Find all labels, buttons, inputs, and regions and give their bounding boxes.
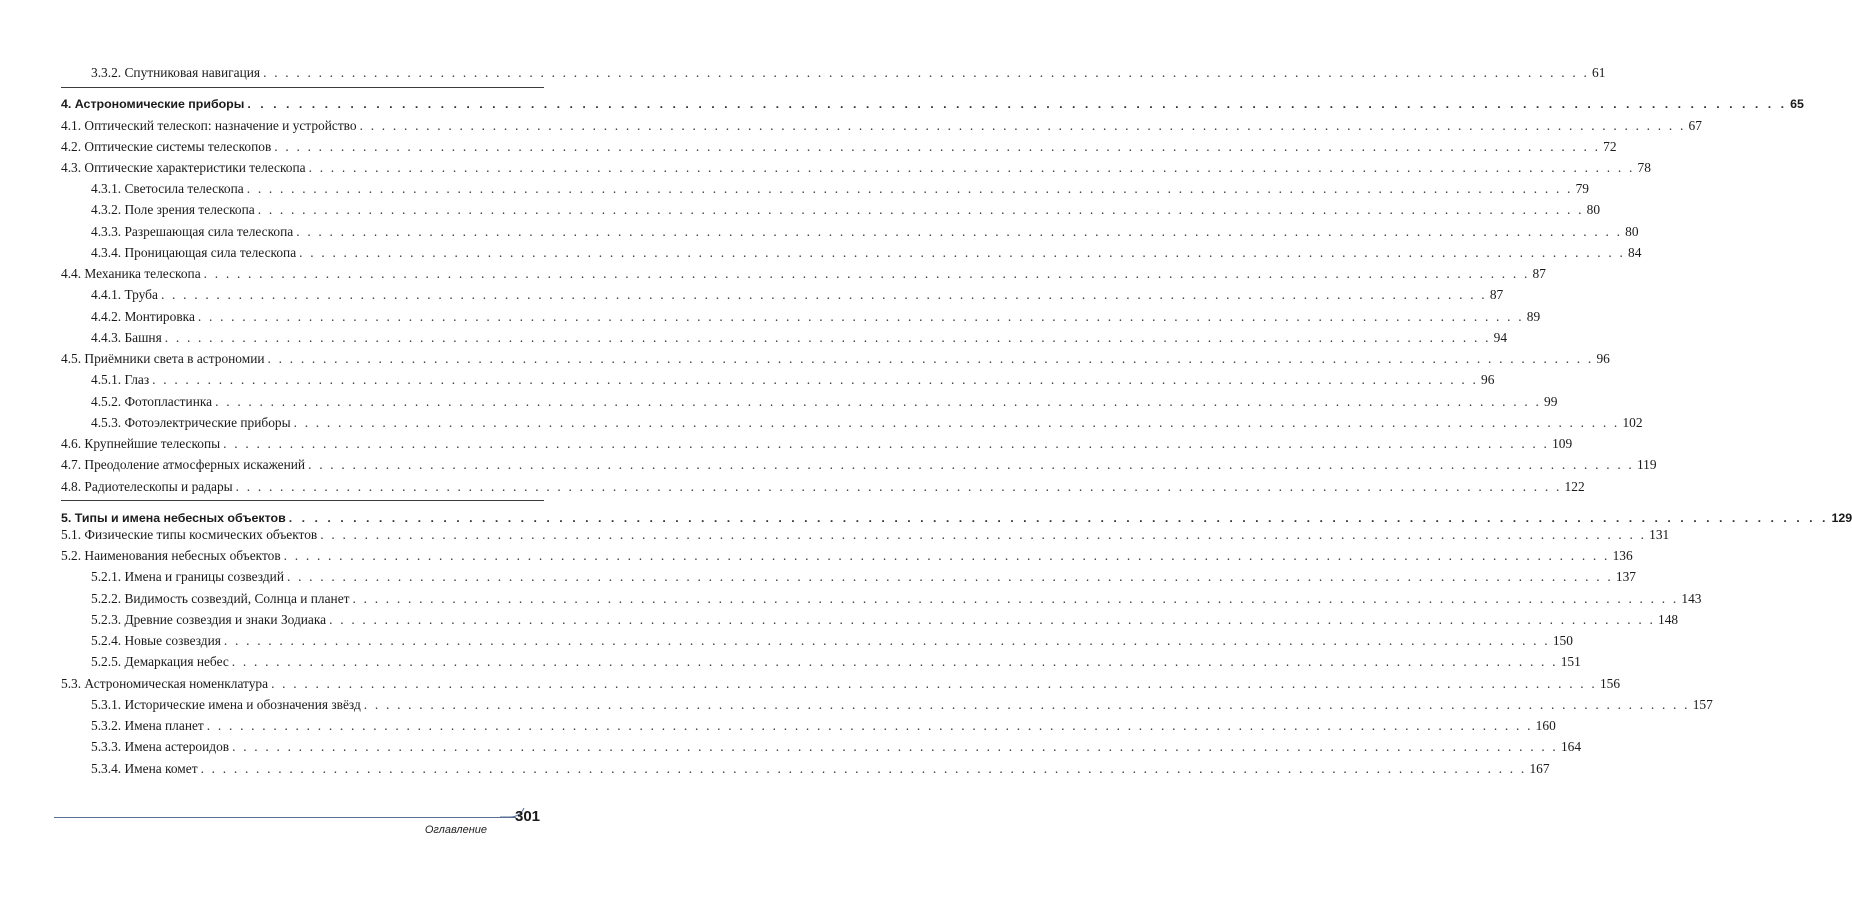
toc-entry-label: 5.2.4. Новые созвездия: [91, 633, 221, 648]
toc-subsection-entry: [61, 632, 1573, 650]
toc-entry-label: 4.4.1. Труба: [91, 287, 158, 302]
toc-entry-label: 5.3.3. Имена астероидов: [91, 739, 230, 754]
toc-section-entry: [61, 117, 1702, 135]
toc-subsection-entry: [61, 653, 1581, 671]
toc-entry-page: 150: [1552, 633, 1573, 648]
toc-leader-dots: . . . . . . . . . . . . . . . . . . . . . . . . . . . . . . . . . . . . . . . . . . . . . . . . . . . . . . . . . . . . . . . . . . . . . . . . . . . . . . . . . . . . . . . . . . . . . . . . . . . . . . . . . . . . . . . . . . . . . . . .: [223, 633, 1550, 648]
toc-entry-label: 5.3. Астрономическая номенклатура: [61, 676, 269, 691]
toc-entry-label: 4.7. Преодоление атмосферных искажений: [61, 457, 306, 472]
toc-subsection-entry: [61, 717, 1556, 735]
toc-entry-label: 4. Астрономические приборы: [61, 97, 245, 111]
toc-leader-dots: . . . . . . . . . . . . . . . . . . . . . . . . . . . . . . . . . . . . . . . . . . . . . . . . . . . . . . . . . . . . . . . . . . . . . . . . . . . . . . . . . . . . . . . . . . . . . . . . . . . . . . . . . . . . . . . . . . . . . . . .: [215, 394, 1542, 409]
chapter-separator-rule: [61, 87, 544, 88]
toc-section-entry: [61, 526, 1670, 544]
toc-section-entry: [61, 138, 1617, 156]
page-number: 301: [515, 808, 541, 825]
toc-entry-page: 87: [1532, 266, 1546, 281]
toc-entry-label: 5.2.5. Демаркация небес: [91, 654, 229, 669]
toc-entry-label: 5.2.3. Древние созвездия и знаки Зодиака: [91, 612, 327, 627]
toc-entry-label: 4.2. Оптические системы телескопов: [61, 139, 272, 154]
toc-entry-label: 5.1. Физические типы космических объектов: [61, 527, 318, 542]
toc-entry-page: 94: [1493, 330, 1508, 345]
toc-leader-dots: . . . . . . . . . . . . . . . . . . . . . . . . . . . . . . . . . . . . . . . . . . . . . . . . . . . . . . . . . . . . . . . . . . . . . . . . . . . . . . . . . . . . . . . . . . . . . . . . . . . . . . . . . . . . . . . . . . . . . . . .: [246, 181, 1573, 196]
toc-subsection-entry: [61, 393, 1558, 411]
toc-subsection-entry: [61, 696, 1713, 714]
toc-section-entry: [61, 456, 1657, 474]
toc-leader-dots: . . . . . . . . . . . . . . . . . . . . . . . . . . . . . . . . . . . . . . . . . . . . . . . . . . . . . . . . . . . . . . . . . . . . . . . . . . . . . . . . . . . . . . . . . . . . . . . . . . . . . . . . . . . . . . . . . . . . . . . .: [288, 511, 1829, 525]
toc-entry-label: 4.5.1. Глаз: [91, 372, 150, 387]
toc-section-entry: [61, 547, 1633, 565]
toc-entry-page: 109: [1552, 436, 1573, 451]
toc-section-entry: [61, 675, 1621, 693]
toc-entry-page: 148: [1658, 612, 1679, 627]
toc-subsection-entry: [61, 371, 1495, 389]
toc-subsection-entry: [61, 329, 1508, 347]
toc-subsection-entry: [61, 414, 1643, 432]
toc-entry-page: 157: [1692, 697, 1713, 712]
toc-subsection-entry: [61, 223, 1639, 241]
toc-leader-dots: . . . . . . . . . . . . . . . . . . . . . . . . . . . . . . . . . . . . . . . . . . . . . . . . . . . . . . . . . . . . . . . . . . . . . . . . . . . . . . . . . . . . . . . . . . . . . . . . . . . . . . . . . . . . . . . . . . . . . . . .: [263, 65, 1589, 80]
toc-entry-page: 79: [1575, 181, 1589, 196]
toc-entry-page: 84: [1628, 245, 1642, 260]
toc-entry-page: 61: [1592, 65, 1606, 80]
toc-leader-dots: . . . . . . . . . . . . . . . . . . . . . . . . . . . . . . . . . . . . . . . . . . . . . . . . . . . . . . . . . . . . . . . . . . . . . . . . . . . . . . . . . . . . . . . . . . . . . . . . . . . . . . . . . . . . . . . . . . . . . . . .: [231, 654, 1558, 669]
toc-entry-label: 5.2. Наименования небесных объектов: [61, 548, 281, 563]
toc-leader-dots: . . . . . . . . . . . . . . . . . . . . . . . . . . . . . . . . . . . . . . . . . . . . . . . . . . . . . . . . . . . . . . . . . . . . . . . . . . . . . . . . . . . . . . . . . . . . . . . . . . . . . . . . . . . . . . . . . . . . . . . .: [352, 591, 1679, 606]
toc-leader-dots: . . . . . . . . . . . . . . . . . . . . . . . . . . . . . . . . . . . . . . . . . . . . . . . . . . . . . . . . . . . . . . . . . . . . . . . . . . . . . . . . . . . . . . . . . . . . . . . . . . . . . . . . . . . . . . . . . . . . . . . .: [235, 479, 1562, 494]
toc-entry-page: 87: [1489, 287, 1504, 302]
toc-leader-dots: . . . . . . . . . . . . . . . . . . . . . . . . . . . . . . . . . . . . . . . . . . . . . . . . . . . . . . . . . . . . . . . . . . . . . . . . . . . . . . . . . . . . . . . . . . . . . . . . . . . . . . . . . . . . . . . . . . . . . . . .: [223, 436, 1550, 451]
toc-entry-page: 164: [1560, 739, 1582, 754]
toc-subsection-entry: [61, 286, 1504, 304]
toc-entry-label: 4.4.3. Башня: [91, 330, 162, 345]
toc-entry-label: 5. Типы и имена небесных объектов: [61, 511, 286, 525]
toc-entry-page: 99: [1544, 394, 1558, 409]
toc-leader-dots: . . . . . . . . . . . . . . . . . . . . . . . . . . . . . . . . . . . . . . . . . . . . . . . . . . . . . . . . . . . . . . . . . . . . . . . . . . . . . . . . . . . . . . . . . . . . . . . . . . . . . . . . . . . . . . . . . . . . . . . .: [197, 309, 1524, 324]
toc-chapter-entry: [61, 95, 1804, 113]
toc-entry-label: 4.4. Механика телескопа: [61, 266, 201, 281]
toc-leader-dots: . . . . . . . . . . . . . . . . . . . . . . . . . . . . . . . . . . . . . . . . . . . . . . . . . . . . . . . . . . . . . . . . . . . . . . . . . . . . . . . . . . . . . . . . . . . . . . . . . . . . . . . . . . . . . . . . . . . . . . . .: [299, 245, 1626, 260]
toc-leader-dots: . . . . . . . . . . . . . . . . . . . . . . . . . . . . . . . . . . . . . . . . . . . . . . . . . . . . . . . . . . . . . . . . . . . . . . . . . . . . . . . . . . . . . . . . . . . . . . . . . . . . . . . . . . . . . . . . . . . . . . . .: [160, 287, 1487, 302]
toc-section-entry: [61, 159, 1651, 177]
toc-entry-page: 156: [1599, 676, 1621, 691]
toc-leader-dots: . . . . . . . . . . . . . . . . . . . . . . . . . . . . . . . . . . . . . . . . . . . . . . . . . . . . . . . . . . . . . . . . . . . . . . . . . . . . . . . . . . . . . . . . . . . . . . . . . . . . . . . . . . . . . . . . . . . . . . . .: [206, 718, 1533, 733]
toc-leader-dots: . . . . . . . . . . . . . . . . . . . . . . . . . . . . . . . . . . . . . . . . . . . . . . . . . . . . . . . . . . . . . . . . . . . . . . . . . . . . . . . . . . . . . . . . . . . . . . . . . . . . . . . . . . . . . . . . . . . . . . . .: [257, 202, 1584, 217]
toc-leader-dots: . . . . . . . . . . . . . . . . . . . . . . . . . . . . . . . . . . . . . . . . . . . . . . . . . . . . . . . . . . . . . . . . . . . . . . . . . . . . . . . . . . . . . . . . . . . . . . . . . . . . . . . . . . . . . . . . . . . . . . . .: [274, 139, 1601, 154]
toc-subsection-entry: [61, 590, 1702, 608]
toc-leader-dots: . . . . . . . . . . . . . . . . . . . . . . . . . . . . . . . . . . . . . . . . . . . . . . . . . . . . . . . . . . . . . . . . . . . . . . . . . . . . . . . . . . . . . . . . . . . . . . . . . . . . . . . . . . . . . . . . . . . . . . . .: [164, 330, 1491, 345]
toc-leader-dots: . . . . . . . . . . . . . . . . . . . . . . . . . . . . . . . . . . . . . . . . . . . . . . . . . . . . . . . . . . . . . . . . . . . . . . . . . . . . . . . . . . . . . . . . . . . . . . . . . . . . . . . . . . . . . . . . . . . . . . . .: [152, 372, 1479, 387]
toc-leader-dots: . . . . . . . . . . . . . . . . . . . . . . . . . . . . . . . . . . . . . . . . . . . . . . . . . . . . . . . . . . . . . . . . . . . . . . . . . . . . . . . . . . . . . . . . . . . . . . . . . . . . . . . . . . . . . . . . . . . . . . . .: [308, 160, 1635, 175]
toc-subsection-entry: [61, 201, 1601, 219]
toc-section-entry: [61, 478, 1585, 496]
toc-entry-label: 4.6. Крупнейшие телескопы: [61, 436, 221, 451]
toc-entry-page: 65: [1790, 97, 1804, 111]
toc-entry-label: 4.3. Оптические характеристики телескопа: [61, 160, 306, 175]
toc-leader-dots: . . . . . . . . . . . . . . . . . . . . . . . . . . . . . . . . . . . . . . . . . . . . . . . . . . . . . . . . . . . . . . . . . . . . . . . . . . . . . . . . . . . . . . . . . . . . . . . . . . . . . . . . . . . . . . . . . . . . . . . .: [320, 527, 1647, 542]
toc-entry-page: 119: [1636, 457, 1657, 472]
toc-entry-page: 131: [1649, 527, 1670, 542]
toc-entry-page: 89: [1526, 309, 1541, 324]
footer-rule: [54, 817, 516, 818]
toc-entry-label: 4.5. Приёмники света в астрономии: [61, 351, 265, 366]
toc-entry-page: 122: [1564, 479, 1585, 494]
toc-entry-label: 4.3.3. Разрешающая сила телескопа: [91, 224, 294, 239]
toc-leader-dots: . . . . . . . . . . . . . . . . . . . . . . . . . . . . . . . . . . . . . . . . . . . . . . . . . . . . . . . . . . . . . . . . . . . . . . . . . . . . . . . . . . . . . . . . . . . . . . . . . . . . . . . . . . . . . . . . . . . . . . . .: [286, 569, 1613, 584]
toc-entry-page: 143: [1681, 591, 1702, 606]
toc-leader-dots: . . . . . . . . . . . . . . . . . . . . . . . . . . . . . . . . . . . . . . . . . . . . . . . . . . . . . . . . . . . . . . . . . . . . . . . . . . . . . . . . . . . . . . . . . . . . . . . . . . . . . . . . . . . . . . . . . . . . . . . .: [283, 548, 1610, 563]
toc-leader-dots: . . . . . . . . . . . . . . . . . . . . . . . . . . . . . . . . . . . . . . . . . . . . . . . . . . . . . . . . . . . . . . . . . . . . . . . . . . . . . . . . . . . . . . . . . . . . . . . . . . . . . . . . . . . . . . . . . . . . . . . .: [200, 761, 1527, 776]
toc-entry-label: 4.3.1. Светосила телескопа: [91, 181, 244, 196]
toc-entry-label: 4.8. Радиотелескопы и радары: [61, 479, 233, 494]
toc-subsection-entry: [61, 568, 1636, 586]
toc-subsection-entry: [61, 64, 1606, 82]
toc-entry-label: 5.2.1. Имена и границы созвездий: [91, 569, 284, 584]
toc-leader-dots: . . . . . . . . . . . . . . . . . . . . . . . . . . . . . . . . . . . . . . . . . . . . . . . . . . . . . . . . . . . . . . . . . . . . . . . . . . . . . . . . . . . . . . . . . . . . . . . . . . . . . . . . . . . . . . . . . . . . . . . .: [267, 351, 1594, 366]
toc-entry-label: 4.5.3. Фотоэлектрические приборы: [91, 415, 291, 430]
toc-entry-label: 5.2.2. Видимость созвездий, Солнца и планет: [91, 591, 350, 606]
toc-subsection-entry: [61, 738, 1582, 756]
toc-entry-label: 3.3.2. Спутниковая навигация: [91, 65, 261, 80]
toc-entry-page: 80: [1586, 202, 1601, 217]
toc-entry-label: 4.1. Оптический телескоп: назначение и устройство: [61, 118, 357, 133]
toc-entry-page: 129: [1831, 511, 1852, 525]
toc-chapter-entry: [61, 509, 1852, 527]
toc-entry-page: 151: [1560, 654, 1581, 669]
toc-entry-label: 4.5.2. Фотопластинка: [91, 394, 213, 409]
toc-section-entry: [61, 265, 1546, 283]
toc-entry-page: 67: [1688, 118, 1702, 133]
toc-section-entry: [61, 435, 1573, 453]
toc-leader-dots: . . . . . . . . . . . . . . . . . . . . . . . . . . . . . . . . . . . . . . . . . . . . . . . . . . . . . . . . . . . . . . . . . . . . . . . . . . . . . . . . . . . . . . . . . . . . . . . . . . . . . . . . . . . . . . . . . . . . . . . .: [293, 415, 1620, 430]
toc-leader-dots: . . . . . . . . . . . . . . . . . . . . . . . . . . . . . . . . . . . . . . . . . . . . . . . . . . . . . . . . . . . . . . . . . . . . . . . . . . . . . . . . . . . . . . . . . . . . . . . . . . . . . . . . . . . . . . . . . . . . . . . .: [296, 224, 1623, 239]
toc-entry-page: 72: [1603, 139, 1617, 154]
toc-subsection-entry: [61, 244, 1642, 262]
chapter-separator-rule: [61, 500, 544, 501]
toc-leader-dots: . . . . . . . . . . . . . . . . . . . . . . . . . . . . . . . . . . . . . . . . . . . . . . . . . . . . . . . . . . . . . . . . . . . . . . . . . . . . . . . . . . . . . . . . . . . . . . . . . . . . . . . . . . . . . . . . . . . . . . . .: [203, 266, 1530, 281]
toc-entry-label: 5.3.2. Имена планет: [91, 718, 204, 733]
toc-leader-dots: . . . . . . . . . . . . . . . . . . . . . . . . . . . . . . . . . . . . . . . . . . . . . . . . . . . . . . . . . . . . . . . . . . . . . . . . . . . . . . . . . . . . . . . . . . . . . . . . . . . . . . . . . . . . . . . . . . . . . . . .: [308, 457, 1634, 472]
toc-entry-label: 4.3.2. Поле зрения телескопа: [91, 202, 255, 217]
toc-subsection-entry: [61, 180, 1589, 198]
toc-entry-page: 96: [1481, 372, 1495, 387]
toc-subsection-entry: [61, 760, 1550, 778]
toc-leader-dots: . . . . . . . . . . . . . . . . . . . . . . . . . . . . . . . . . . . . . . . . . . . . . . . . . . . . . . . . . . . . . . . . . . . . . . . . . . . . . . . . . . . . . . . . . . . . . . . . . . . . . . . . . . . . . . . . . . . . . . . .: [232, 739, 1558, 754]
toc-entry-page: 80: [1625, 224, 1639, 239]
toc-leader-dots: . . . . . . . . . . . . . . . . . . . . . . . . . . . . . . . . . . . . . . . . . . . . . . . . . . . . . . . . . . . . . . . . . . . . . . . . . . . . . . . . . . . . . . . . . . . . . . . . . . . . . . . . . . . . . . . . . . . . . . . .: [359, 118, 1686, 133]
toc-entry-page: 96: [1596, 351, 1610, 366]
toc-entry-label: 5.3.1. Исторические имена и обозначения звёзд: [91, 697, 361, 712]
footer-section-title: Оглавление: [424, 824, 487, 836]
toc-leader-dots: . . . . . . . . . . . . . . . . . . . . . . . . . . . . . . . . . . . . . . . . . . . . . . . . . . . . . . . . . . . . . . . . . . . . . . . . . . . . . . . . . . . . . . . . . . . . . . . . . . . . . . . . . . . . . . . . . . . . . . . .: [329, 612, 1656, 627]
toc-subsection-entry: [61, 308, 1541, 326]
toc-entry-page: 136: [1612, 548, 1633, 563]
toc-entry-label: 5.3.4. Имена комет: [91, 761, 198, 776]
toc-leader-dots: . . . . . . . . . . . . . . . . . . . . . . . . . . . . . . . . . . . . . . . . . . . . . . . . . . . . . . . . . . . . . . . . . . . . . . . . . . . . . . . . . . . . . . . . . . . . . . . . . . . . . . . . . . . . . . . . . . . . . . . .: [363, 697, 1690, 712]
toc-entry-label: 4.4.2. Монтировка: [91, 309, 195, 324]
toc-entry-page: 160: [1535, 718, 1556, 733]
toc-subsection-entry: [61, 611, 1679, 629]
toc-entry-page: 102: [1622, 415, 1643, 430]
toc-entry-label: 4.3.4. Проницающая сила телескопа: [91, 245, 297, 260]
toc-entry-page: 78: [1637, 160, 1651, 175]
toc-leader-dots: . . . . . . . . . . . . . . . . . . . . . . . . . . . . . . . . . . . . . . . . . . . . . . . . . . . . . . . . . . . . . . . . . . . . . . . . . . . . . . . . . . . . . . . . . . . . . . . . . . . . . . . . . . . . . . . . . . . . . . . .: [247, 97, 1788, 111]
toc-leader-dots: . . . . . . . . . . . . . . . . . . . . . . . . . . . . . . . . . . . . . . . . . . . . . . . . . . . . . . . . . . . . . . . . . . . . . . . . . . . . . . . . . . . . . . . . . . . . . . . . . . . . . . . . . . . . . . . . . . . . . . . .: [271, 676, 1597, 691]
toc-entry-page: 137: [1615, 569, 1636, 584]
toc-entry-page: 167: [1529, 761, 1550, 776]
toc-section-entry: [61, 350, 1610, 368]
